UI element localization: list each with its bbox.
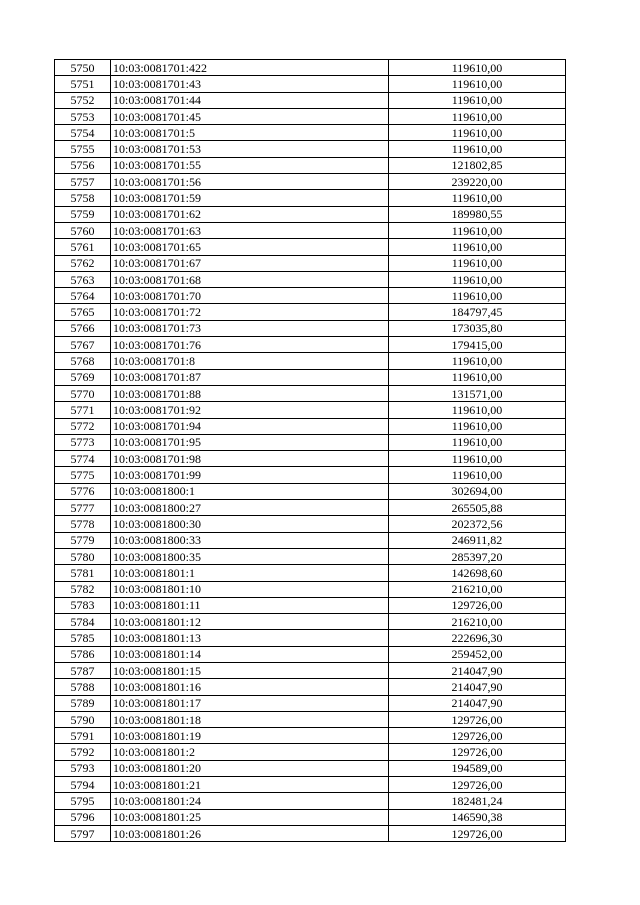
row-number-cell: 5792 [55, 744, 111, 760]
cadastral-number-cell: 10:03:0081701:65 [111, 239, 389, 255]
cadastral-number-cell: 10:03:0081801:10 [111, 581, 389, 597]
cadastral-number-cell: 10:03:0081701:8 [111, 353, 389, 369]
row-number-cell: 5760 [55, 222, 111, 238]
value-cell: 129726,00 [389, 728, 566, 744]
row-number-cell: 5763 [55, 271, 111, 287]
value-cell: 131571,00 [389, 385, 566, 401]
table-row [55, 418, 566, 434]
table-row [55, 728, 566, 744]
cadastral-number-cell: 10:03:0081701:63 [111, 222, 389, 238]
table-row [55, 500, 566, 516]
cadastral-number-cell: 10:03:0081701:5 [111, 125, 389, 141]
cadastral-number-cell: 10:03:0081801:11 [111, 597, 389, 613]
row-number-cell: 5778 [55, 516, 111, 532]
value-cell: 302694,00 [389, 483, 566, 499]
row-number-cell: 5777 [55, 500, 111, 516]
cadastral-number-cell: 10:03:0081801:1 [111, 565, 389, 581]
row-number-cell: 5789 [55, 695, 111, 711]
table-row [55, 532, 566, 548]
table-row [55, 125, 566, 141]
value-cell: 119610,00 [389, 369, 566, 385]
table-row [55, 825, 566, 841]
table-row [55, 271, 566, 287]
cadastral-number-cell: 10:03:0081701:95 [111, 434, 389, 450]
value-cell: 119610,00 [389, 402, 566, 418]
cadastral-number-cell: 10:03:0081801:17 [111, 695, 389, 711]
value-cell: 214047,90 [389, 679, 566, 695]
cadastral-number-cell: 10:03:0081701:67 [111, 255, 389, 271]
cadastral-number-cell: 10:03:0081701:44 [111, 92, 389, 108]
value-cell: 202372,56 [389, 516, 566, 532]
value-cell: 119610,00 [389, 141, 566, 157]
row-number-cell: 5758 [55, 190, 111, 206]
table-row [55, 385, 566, 401]
row-number-cell: 5753 [55, 108, 111, 124]
table-row [55, 402, 566, 418]
table-row [55, 92, 566, 108]
table-row [55, 614, 566, 630]
table-row [55, 222, 566, 238]
cadastral-number-cell: 10:03:0081801:19 [111, 728, 389, 744]
cadastral-number-cell: 10:03:0081801:18 [111, 711, 389, 727]
row-number-cell: 5795 [55, 793, 111, 809]
row-number-cell: 5757 [55, 174, 111, 190]
row-number-cell: 5794 [55, 777, 111, 793]
value-cell: 119610,00 [389, 353, 566, 369]
cadastral-number-cell: 10:03:0081701:62 [111, 206, 389, 222]
table-row [55, 337, 566, 353]
cadastral-number-cell: 10:03:0081800:30 [111, 516, 389, 532]
cadastral-number-cell: 10:03:0081801:16 [111, 679, 389, 695]
value-cell: 119610,00 [389, 288, 566, 304]
row-number-cell: 5783 [55, 597, 111, 613]
cadastral-number-cell: 10:03:0081800:27 [111, 500, 389, 516]
row-number-cell: 5773 [55, 434, 111, 450]
value-cell: 285397,20 [389, 548, 566, 564]
cadastral-number-cell: 10:03:0081801:26 [111, 825, 389, 841]
value-cell: 129726,00 [389, 744, 566, 760]
table-row [55, 141, 566, 157]
cadastral-number-cell: 10:03:0081701:76 [111, 337, 389, 353]
cadastral-number-cell: 10:03:0081701:73 [111, 320, 389, 336]
value-cell: 119610,00 [389, 271, 566, 287]
value-cell: 119610,00 [389, 60, 566, 76]
cadastral-number-cell: 10:03:0081701:72 [111, 304, 389, 320]
value-cell: 239220,00 [389, 174, 566, 190]
cadastral-number-cell: 10:03:0081800:33 [111, 532, 389, 548]
value-cell: 259452,00 [389, 646, 566, 662]
table-row [55, 760, 566, 776]
value-cell: 146590,38 [389, 809, 566, 825]
row-number-cell: 5796 [55, 809, 111, 825]
table-body [55, 60, 566, 842]
cadastral-value-table [54, 59, 566, 842]
row-number-cell: 5797 [55, 825, 111, 841]
table-row [55, 483, 566, 499]
table-row [55, 60, 566, 76]
row-number-cell: 5780 [55, 548, 111, 564]
table-row [55, 597, 566, 613]
value-cell: 119610,00 [389, 76, 566, 92]
value-cell: 119610,00 [389, 108, 566, 124]
table-row [55, 255, 566, 271]
cadastral-number-cell: 10:03:0081800:1 [111, 483, 389, 499]
cadastral-number-cell: 10:03:0081801:20 [111, 760, 389, 776]
value-cell: 214047,90 [389, 695, 566, 711]
value-cell: 246911,82 [389, 532, 566, 548]
table-row [55, 239, 566, 255]
cadastral-number-cell: 10:03:0081701:99 [111, 467, 389, 483]
row-number-cell: 5774 [55, 451, 111, 467]
cadastral-number-cell: 10:03:0081701:55 [111, 157, 389, 173]
table-row [55, 206, 566, 222]
table-row [55, 76, 566, 92]
table-row [55, 679, 566, 695]
cadastral-number-cell: 10:03:0081800:35 [111, 548, 389, 564]
row-number-cell: 5784 [55, 614, 111, 630]
table-row [55, 369, 566, 385]
row-number-cell: 5785 [55, 630, 111, 646]
row-number-cell: 5767 [55, 337, 111, 353]
table-row [55, 695, 566, 711]
table-row [55, 516, 566, 532]
cadastral-number-cell: 10:03:0081701:87 [111, 369, 389, 385]
value-cell: 216210,00 [389, 581, 566, 597]
value-cell: 182481,24 [389, 793, 566, 809]
table-row [55, 174, 566, 190]
row-number-cell: 5766 [55, 320, 111, 336]
row-number-cell: 5765 [55, 304, 111, 320]
value-cell: 216210,00 [389, 614, 566, 630]
value-cell: 121802,85 [389, 157, 566, 173]
cadastral-number-cell: 10:03:0081801:21 [111, 777, 389, 793]
row-number-cell: 5781 [55, 565, 111, 581]
table-row [55, 304, 566, 320]
cadastral-number-cell: 10:03:0081801:25 [111, 809, 389, 825]
value-cell: 142698,60 [389, 565, 566, 581]
row-number-cell: 5755 [55, 141, 111, 157]
row-number-cell: 5791 [55, 728, 111, 744]
value-cell: 119610,00 [389, 190, 566, 206]
value-cell: 119610,00 [389, 255, 566, 271]
value-cell: 119610,00 [389, 222, 566, 238]
value-cell: 119610,00 [389, 451, 566, 467]
value-cell: 119610,00 [389, 92, 566, 108]
row-number-cell: 5770 [55, 385, 111, 401]
row-number-cell: 5761 [55, 239, 111, 255]
cadastral-number-cell: 10:03:0081701:59 [111, 190, 389, 206]
cadastral-number-cell: 10:03:0081701:88 [111, 385, 389, 401]
table-row [55, 320, 566, 336]
cadastral-number-cell: 10:03:0081701:92 [111, 402, 389, 418]
cadastral-number-cell: 10:03:0081801:24 [111, 793, 389, 809]
row-number-cell: 5779 [55, 532, 111, 548]
row-number-cell: 5750 [55, 60, 111, 76]
row-number-cell: 5764 [55, 288, 111, 304]
table-row [55, 353, 566, 369]
value-cell: 194589,00 [389, 760, 566, 776]
cadastral-number-cell: 10:03:0081801:15 [111, 662, 389, 678]
table-row [55, 711, 566, 727]
value-cell: 119610,00 [389, 434, 566, 450]
value-cell: 214047,90 [389, 662, 566, 678]
cadastral-number-cell: 10:03:0081701:53 [111, 141, 389, 157]
row-number-cell: 5769 [55, 369, 111, 385]
value-cell: 129726,00 [389, 777, 566, 793]
row-number-cell: 5759 [55, 206, 111, 222]
row-number-cell: 5772 [55, 418, 111, 434]
value-cell: 129726,00 [389, 597, 566, 613]
value-cell: 129726,00 [389, 711, 566, 727]
row-number-cell: 5776 [55, 483, 111, 499]
value-cell: 179415,00 [389, 337, 566, 353]
value-cell: 119610,00 [389, 239, 566, 255]
row-number-cell: 5788 [55, 679, 111, 695]
table-row [55, 451, 566, 467]
row-number-cell: 5775 [55, 467, 111, 483]
row-number-cell: 5786 [55, 646, 111, 662]
value-cell: 189980,55 [389, 206, 566, 222]
cadastral-number-cell: 10:03:0081701:68 [111, 271, 389, 287]
value-cell: 129726,00 [389, 825, 566, 841]
row-number-cell: 5756 [55, 157, 111, 173]
value-cell: 265505,88 [389, 500, 566, 516]
cadastral-number-cell: 10:03:0081801:12 [111, 614, 389, 630]
value-cell: 222696,30 [389, 630, 566, 646]
cadastral-number-cell: 10:03:0081701:422 [111, 60, 389, 76]
table-row [55, 744, 566, 760]
table-row [55, 646, 566, 662]
table-row [55, 157, 566, 173]
cadastral-number-cell: 10:03:0081701:43 [111, 76, 389, 92]
row-number-cell: 5782 [55, 581, 111, 597]
cadastral-number-cell: 10:03:0081701:94 [111, 418, 389, 434]
table-row [55, 565, 566, 581]
cadastral-number-cell: 10:03:0081801:13 [111, 630, 389, 646]
table-row [55, 793, 566, 809]
row-number-cell: 5793 [55, 760, 111, 776]
row-number-cell: 5762 [55, 255, 111, 271]
table-row [55, 108, 566, 124]
cadastral-number-cell: 10:03:0081701:56 [111, 174, 389, 190]
row-number-cell: 5751 [55, 76, 111, 92]
table-row [55, 581, 566, 597]
cadastral-number-cell: 10:03:0081701:98 [111, 451, 389, 467]
cadastral-number-cell: 10:03:0081801:2 [111, 744, 389, 760]
row-number-cell: 5754 [55, 125, 111, 141]
table-row [55, 777, 566, 793]
value-cell: 173035,80 [389, 320, 566, 336]
table-row [55, 662, 566, 678]
table-row [55, 809, 566, 825]
row-number-cell: 5771 [55, 402, 111, 418]
row-number-cell: 5787 [55, 662, 111, 678]
value-cell: 119610,00 [389, 125, 566, 141]
table-row [55, 548, 566, 564]
value-cell: 184797,45 [389, 304, 566, 320]
cadastral-number-cell: 10:03:0081701:45 [111, 108, 389, 124]
table-row [55, 288, 566, 304]
row-number-cell: 5768 [55, 353, 111, 369]
table-row [55, 190, 566, 206]
row-number-cell: 5790 [55, 711, 111, 727]
row-number-cell: 5752 [55, 92, 111, 108]
value-cell: 119610,00 [389, 418, 566, 434]
table-row [55, 630, 566, 646]
table-row [55, 434, 566, 450]
value-cell: 119610,00 [389, 467, 566, 483]
table-row [55, 467, 566, 483]
cadastral-number-cell: 10:03:0081801:14 [111, 646, 389, 662]
cadastral-number-cell: 10:03:0081701:70 [111, 288, 389, 304]
